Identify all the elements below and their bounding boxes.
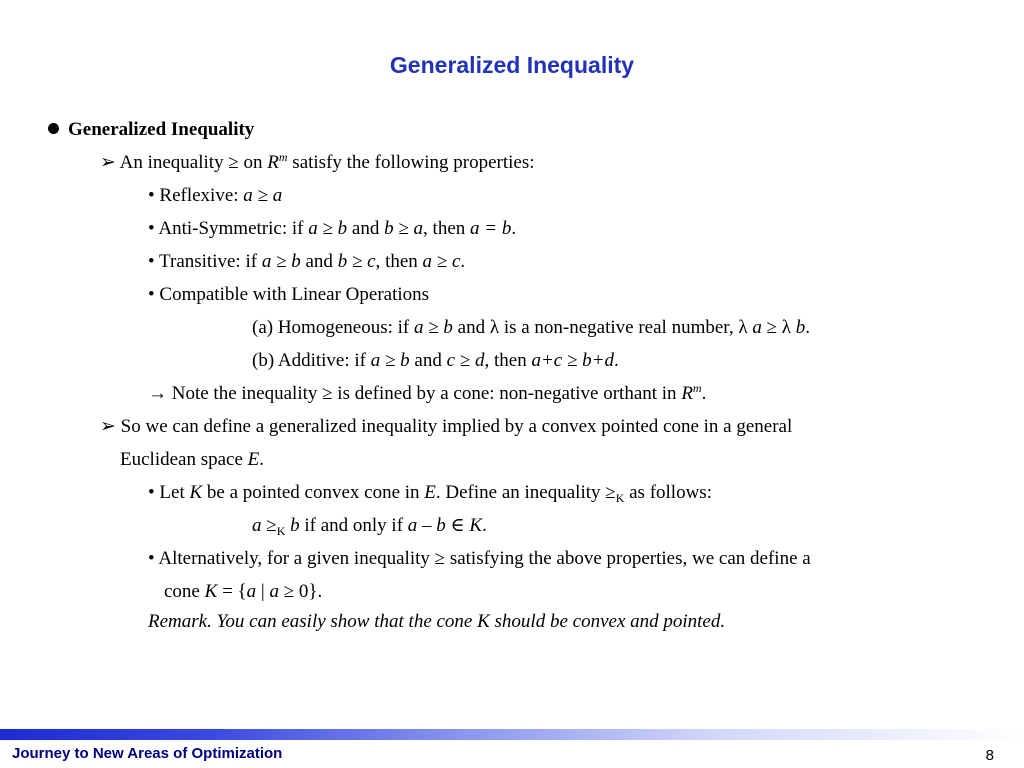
generalized-definition-intro: ➢ So we can define a generalized inequality implied by a convex pointed cone in a general [100, 416, 793, 437]
define-cone-inequality: • Let K be a pointed convex cone in E. Define an inequality $\ge_K$ as follows: [148, 482, 712, 505]
main-bullet [48, 118, 254, 142]
page-number: 8 [985, 747, 994, 764]
property-additive: (b) Additive: if a ≥ b and c ≥ d, then a+c ≥ b+d. [252, 350, 619, 371]
footer-title: Journey to New Areas of Optimization [12, 745, 283, 762]
property-transitive: • Transitive: if a ≥ b and b ≥ c, then a ≥ c. [148, 251, 466, 272]
property-reflexive: • Reflexive: a ≥ a [148, 185, 283, 206]
footer-gradient-bar [0, 729, 1024, 740]
euclidean-space-line: Euclidean space E. [120, 449, 265, 470]
cone-set-definition: cone K = {a | a ≥ 0}. [164, 581, 323, 602]
property-homogeneous: (a) Homogeneous: if a ≥ b and λ is a non-negative real number, λ a ≥ λ b. [252, 317, 810, 338]
cone-inequality-condition: $a \ge_K$ b if and only if a – b ∈ K. [252, 515, 487, 538]
property-anti-symmetric: • Anti-Symmetric: if a ≥ b and b ≥ a, then a = b. [148, 218, 517, 239]
slide-title: Generalized Inequality [389, 52, 635, 78]
inequality-intro: ➢ An inequality ≥ on $R^m$ satisfy the following properties: [100, 150, 535, 173]
remark: Remark. You can easily show that the cone K should be convex and pointed. [148, 611, 726, 632]
bullet-disc-icon [48, 123, 59, 134]
property-compatible: • Compatible with Linear Operations [148, 284, 430, 305]
alternative-definition: • Alternatively, for a given inequality ≥ satisfying the above properties, we can define a [148, 548, 811, 569]
cone-note: → Note the inequality ≥ is defined by a cone: non-negative orthant in $R^m$. [148, 381, 707, 404]
main-bullet-text: Generalized Inequality [68, 119, 255, 140]
